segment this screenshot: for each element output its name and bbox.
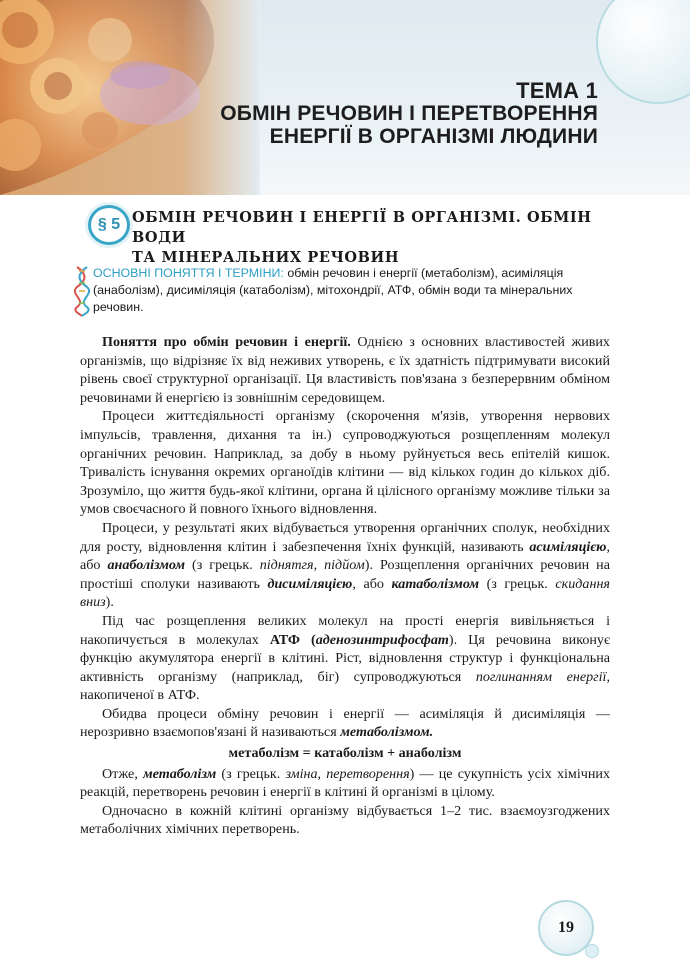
text-run: ). Ця речовина виконує функцію акумулятора енергії в клітині. Ріст, відновлення структур і функціональна активність організму (наприклад, біг) супроводжуються [80,631,611,685]
section-number: § 5 [97,216,121,233]
gloss: скидання вниз [80,575,610,611]
section-title-line-1: ОБМІН РЕЧОВИН І ЕНЕРГІЇ В ОРГАНІЗМІ. ОБМІН ВОДИ [132,209,592,246]
text-run: ). [105,594,114,611]
gloss: зміна, перетворення [285,765,410,782]
page-number: 19 [558,919,574,936]
key-terms-list: обмін речовин і енергії (метаболізм), асиміляція (анаболізм), дисиміляція (катаболізм), мітохондрії, АТФ, обмін води та мінеральних речовин. [93,266,573,314]
term-anabolism: анаболізмом [107,557,186,574]
term-atf: АТФ [269,631,300,648]
decorative-dot [585,944,599,958]
text-run: Отже, [102,765,144,782]
paragraph-1 [80,333,610,407]
text-run: ). Розщеплення органічних речовин на простіші сполуки називають [80,557,610,592]
text-run: , або [80,538,610,574]
paragraph-heading: Поняття про обмін речовин і енергії. [102,334,351,350]
paragraph-7: Одночасно в кожній клітині організму відбувається 1–2 тис. взаємоузгоджених метаболічних хімічних перетворень. [80,802,610,838]
term-metabolism: метаболізм [143,765,217,782]
text-run: (з грецьк. [216,765,286,782]
main-text [80,333,610,839]
paragraph-text: Однією з основних властивостей живих організмів, що відрізняє їх від неживих утворень, є їх здатність підтримувати високий рівень своєї структурної організації. Ця властивість пов'язана з безперервним обміном речовинами й енергією із зовнішнім середовищем. [80,334,610,406]
paragraph-3 [80,519,610,612]
text-run: Обидва процеси обміну речовин і енергії — асиміляція й дисиміляція — нерозривно взаємопов'язані й називаються [80,705,610,741]
term-dissimilation: дисиміляцією [267,575,353,592]
text-run: , накопиченої в АТФ. [80,668,610,704]
term-catabolism: катаболізмом [391,575,479,592]
term-atf-full: аденозинтрифосфат [315,631,449,648]
gloss: піднятгя, підйом [259,557,365,574]
text-run: Під час розщеплення великих молекул на прості енергія вивільняється і накопичується в молекулах [80,612,610,648]
decorative-bubble [596,0,690,104]
topic-heading [220,79,598,148]
text-run: (з грецьк. [185,557,260,574]
term-assimilation: асиміляцією [529,538,607,555]
metabolism-formula: метаболізм = катаболізм + анаболізм [228,745,462,762]
paragraph-4 [80,612,610,705]
paragraph-6 [80,765,610,802]
term-energy-absorption: поглинанням енергії [475,668,607,685]
text-run: ( [300,631,316,648]
text-run: , або [352,575,392,592]
header-banner [0,0,690,195]
section-title-line-2: ТА МІНЕРАЛЬНИХ РЕЧОВИН [132,249,400,266]
text-run: ) — це сукупність усіх хімічних реакцій, перетворень речовин і енергії в клітині й організмі в цілому. [80,765,610,801]
key-terms-box [93,265,613,316]
topic-number: ТЕМА 1 [516,78,598,103]
section-title [132,208,612,268]
dna-icon [74,265,90,317]
key-terms-label: ОСНОВНІ ПОНЯТТЯ І ТЕРМІНИ: [93,266,284,280]
paragraph-2: Процеси життєдіяльності організму (скорочення м'язів, утворення нервових імпульсів, травлення, дихання та ін.) супроводжуються розщепленням молекул органічних речовин. Наприклад, за добу в ньому руйнується весь епітелій кишок. Тривалість існування окремих органоїдів клітини — від кількох годин до кількох діб. Зрозуміло, що життя будь-якої клітини, органа й цілісного організму можливе тільки за умов своєчасного й повного їхнього відновлення. [80,408,610,518]
topic-title-line-1: ОБМІН РЕЧОВИН І ПЕРЕТВОРЕННЯ [220,102,598,125]
section-number-badge [88,205,130,245]
text-run: (з грецьк. [479,575,556,592]
topic-title-line-2: ЕНЕРГІЇ В ОРГАНІЗМІ ЛЮДИНИ [269,125,598,148]
text-run: Процеси, у результаті яких відбувається утворення органічних сполук, необхідних для росту, відновлення клітин і забезпечення їхніх функцій, називають [80,519,610,555]
term-metabolism: метаболізмом. [340,724,434,741]
paragraph-5 [80,705,610,742]
